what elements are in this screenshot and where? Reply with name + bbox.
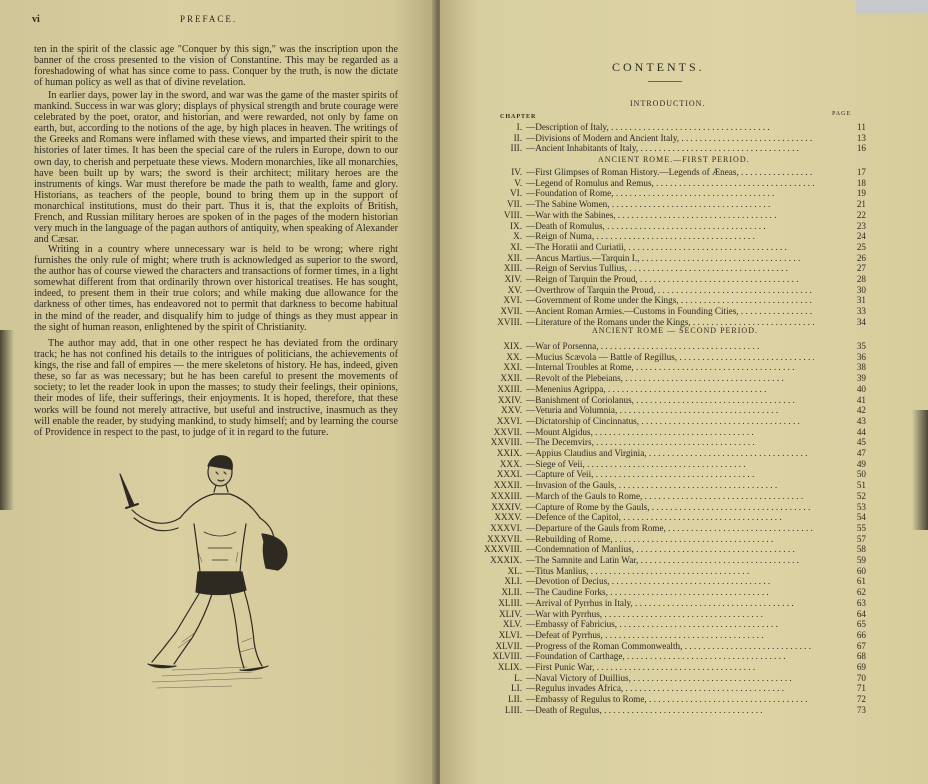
preface-text: The author may add, that in one other respect he has deviated from the ordinary track; he has not confined his details to the intrigues of politicians, the achievements of kings, the rise and fall of empires — the mere skeletons of history. He has, indeed, given these, so far as was necessary; but he has been careful to present the movements of society; to let the reader look in upon the masses; to study their feelings, their opinions, their modes of life, their sufferings, their enjoyments. It is hoped, therefore, that these works will be found not merely attractive, but useful and instructive, inasmuch as they will enable the reader, by studying mankind, to study himself; and by learning the course of Providence in respect to the past, to judge of it in regard to the future. [34,338,398,438]
toc-entry [470,630,866,640]
chapter-page: 47 [856,448,866,458]
chapter-title: —Rebuilding of Rome, . . [526,534,814,544]
toc-entry [470,416,866,426]
chapter-title: —First Glimpses of Roman History.—Legends of Æneas, . . [526,167,814,177]
chapter-number: XLVII. [495,640,522,651]
chapter-title: —Legend of Romulus and Remus, . . [526,178,814,188]
toc-entry [470,534,866,544]
chapter-number: XXII. [500,373,522,384]
chapter-title: —Death of Regulus, . . [526,705,814,715]
toc-entry [470,576,866,586]
chapter-page: 19 [856,188,866,199]
chapter-title: —Veturia and Volumnia, . . [526,405,814,415]
chapter-title: —The Sabine Women, . . [526,199,814,209]
toc-entry [470,673,866,683]
chapter-title: —Divisions of Modern and Ancient Italy, . . [526,133,814,143]
toc-entry [470,341,866,351]
chapter-page: 49 [856,458,866,469]
chapter-page: 22 [856,209,866,220]
chapter-number: XIII. [503,263,522,274]
chapter-number: IV. [511,167,522,177]
toc-entry [470,285,866,295]
chapter-number: XIX. [503,341,522,351]
chapter-page: 70 [856,672,866,683]
chapter-number: XXIV. [497,394,522,405]
chapter-title: —Overthrow of Tarquin the Proud, . . [526,285,814,295]
toc-entry [470,566,866,576]
chapter-title: —War with the Sabines, . . [526,210,814,220]
chapter-title: —Defence of the Capitol, . . [526,512,814,522]
chapter-number: XLII. [501,587,522,598]
chapter-number: XVIII. [497,316,522,327]
chapter-title: —Embassy of Regulus to Rome, . . [526,694,814,704]
preface-paragraph-3 [34,244,398,333]
chapter-page: 21 [856,199,866,210]
chapter-page: 38 [856,362,866,373]
preface-paragraph-2 [34,90,398,245]
chapter-number: XXV. [500,405,522,416]
chapter-number: VI. [510,188,522,199]
title-rule [648,81,682,82]
background-strip [856,0,928,14]
toc-entry [470,662,866,672]
preface-text: Writing in a country where unnecessary war is held to be wrong; where right furnishes the only rule of might; where truth is acknowledged as superior to the sword, the author has of course viewed the characters and transactions of former times, in a light somewhat different from that ordinarily thrown over historical treatises. He has sought, indeed, to present them in their true colors; and while making due allowance for the darkness of other times, has endeavored not to permit that darkness to become habitual in the mind of the reader, and disqualify him to judge of things as they must appear in the sight of human reason, enlightened by the spirit of Christianity. [34,244,398,333]
chapter-title: —Regulus invades Africa, . . [526,683,814,693]
chapter-number: XXX. [499,458,522,469]
chapter-number: XL. [507,565,522,576]
toc-entry [470,362,866,372]
chapter-page: 65 [856,619,866,630]
chapter-title: —The Decemvirs, . . [526,437,814,447]
chapter-number: XLIII. [498,597,522,608]
chapter-page: 73 [856,704,866,715]
chapter-page: 35 [856,341,866,351]
chapter-title: —Description of Italy, . . [526,122,814,132]
toc-entry [470,502,866,512]
chapter-page: 30 [856,284,866,295]
chapter-page: 28 [856,274,866,284]
page-number: vi [32,14,40,25]
chapter-title: —Reign of Tarquin the Proud, . . [526,274,814,284]
chapter-page: 40 [856,383,866,394]
chapter-number: XV. [507,284,522,295]
chapter-page: 18 [856,177,866,188]
chapter-title: —Defeat of Pyrrhus, . . [526,630,814,640]
chapter-page: 51 [856,480,866,491]
chapter-page: 72 [856,694,866,705]
chapter-number: L. [514,672,522,683]
chapter-title: —War with Pyrrhus, . . [526,609,814,619]
toc-entry [470,705,866,715]
chapter-page: 34 [856,316,866,327]
chapter-page: 16 [856,143,866,154]
chapter-number: XXXI. [496,469,522,480]
toc-entry [470,122,866,132]
preface-text: ten in the spirit of the classic age "Conquer by this sign," was the inscription upon the banner of the cross presented to the vision of Constantine. This may be regarded as a foreshadowing of what has since come to pass. Conquer by the truth, is now the dictate of human policy as well as that of divine revelation. [34,44,398,89]
chapter-number: XXXII. [493,480,522,491]
chapter-page: 24 [856,231,866,242]
chapter-title: —The Caudine Forks, . . [526,587,814,597]
chapter-number: XLIX. [497,662,522,672]
chapter-page: 13 [856,132,866,143]
chapter-number: II. [513,132,522,143]
chapter-title: —Ancus Martius.—Tarquin I., . . [526,253,814,263]
chapter-title: —Reign of Servius Tullius, . . [526,263,814,273]
chapter-number: XXIII. [497,383,522,394]
toc-entry [470,178,866,188]
chapter-page: 11 [857,122,866,132]
chapter-title: —Siege of Veii, . . [526,459,814,469]
toc-entry [470,199,866,209]
chapter-page: 71 [856,683,866,694]
chapter-number: XLVI. [498,629,522,640]
chapter-title: —Internal Troubles at Rome, . . [526,362,814,372]
chapter-page: 25 [856,241,866,252]
chapter-page: 27 [856,263,866,274]
toc-entry [470,609,866,619]
page-edge-shadow-right [912,410,928,530]
chapter-number: XLIV. [498,608,522,619]
toc-entry [470,295,866,305]
chapter-page: 61 [856,576,866,587]
chapter-page: 36 [856,351,866,362]
chapter-number: XXI. [503,362,522,373]
chapter-page: 31 [856,295,866,306]
chapter-number: V. [514,177,522,188]
chapter-column-label: CHAPTER [500,114,537,120]
chapter-title: —Capture of Rome by the Gauls, . . [526,502,814,512]
chapter-number: LIII. [504,704,522,715]
toc-entry [470,263,866,273]
toc-entry [470,491,866,501]
chapter-number: XXXVI. [490,522,522,533]
toc-entry [470,143,866,153]
toc-entry [470,694,866,704]
chapter-title: —Progress of the Roman Commonwealth, . . [526,641,814,651]
chapter-number: IX. [510,220,522,231]
chapter-title: —Titus Manlius, . . [526,566,814,576]
chapter-title: —Ancient Inhabitants of Italy, . . [526,143,814,153]
chapter-title: —Menenius Agrippa, . . [526,384,814,394]
gladiator-illustration [112,452,302,692]
chapter-title: —Reign of Numa, . . [526,231,814,241]
chapter-number: XXVIII. [490,437,522,448]
chapter-number: LI. [511,683,522,694]
chapter-page: 66 [856,629,866,640]
chapter-number: LII. [507,694,522,705]
chapter-title: —Foundation of Rome, . . [526,188,814,198]
toc-entry [470,210,866,220]
chapter-number: XLVIII. [492,651,522,662]
toc-entry [470,427,866,437]
chapter-title: —First Punic War, . . [526,662,814,672]
chapter-number: XXXV. [494,512,522,523]
chapter-number: I. [516,122,522,132]
chapter-number: XI. [510,241,522,252]
chapter-number: XLV. [502,619,522,630]
toc-entry [470,448,866,458]
chapter-page: 50 [856,469,866,480]
chapter-title: —Condemnation of Manlius, . . [526,544,814,554]
chapter-page: 42 [856,405,866,416]
chapter-page: 68 [856,651,866,662]
toc-entry [470,555,866,565]
chapter-page: 63 [856,597,866,608]
chapter-page: 17 [856,167,866,177]
contents-title: CONTENTS. [612,60,705,74]
chapter-page: 55 [856,522,866,533]
chapter-number: XXVI. [496,415,522,426]
chapter-page: 44 [856,426,866,437]
chapter-page: 53 [856,501,866,512]
chapter-title: —Naval Victory of Duillius, . . [526,673,814,683]
chapter-title: —March of the Gauls to Rome, . . [526,491,814,501]
toc-entry [470,167,866,177]
toc-entry [470,274,866,284]
chapter-number: XVII. [500,306,522,317]
toc-entry [470,523,866,533]
chapter-title: —Mucius Scævola — Battle of Regillus, . . [526,352,814,362]
chapter-number: XXXVII. [487,533,522,544]
toc-entry [470,306,866,316]
section-heading-introduction: INTRODUCTION. [630,99,706,108]
toc-entry [470,188,866,198]
chapter-title: —Capture of Veii, . . [526,469,814,479]
chapter-title: —Appius Claudius and Virginia, . . [526,448,814,458]
chapter-page: 52 [856,490,866,501]
chapter-page: 54 [856,512,866,523]
chapter-title: —Government of Rome under the Kings, . . [526,295,814,305]
toc-entry [470,242,866,252]
chapter-title: —Invasion of the Gauls, . . [526,480,814,490]
toc-entry [470,437,866,447]
preface-text: In earlier days, power lay in the sword, and war was the game of the master spirits of mankind. Success in war was glory; displays of physical strength and brute courage were celebrated by the poet, orator, and historian, and were rewarded, not only by fame on earth, but, according to the notions of the age, by high places in heaven. The writings of the Greeks and Romans were inflamed with these views, and imparted their spirit to the histories of later times. It has been the special care of the rulers in Europe, down to our own day, to cherish and perpetuate these views. Modern monarchies, like all monarchies, have been built up by wars; the sword is their architect; military heroes are the instruments of kings. War must therefore be made the path to wealth, fame and glory. Historians, as teachers of the people, bound to bring them up in the support of monarchical institutions, must do their part. Thus it is, that the exploits of British, French, and Russian military heroes are spoken of in the pages of the modern historian very much in the language of the pagan authors of antiquity, when speaking of Alexander and Cæsar. [34,90,398,246]
chapter-title: —Departure of the Gauls from Rome, . . [526,523,814,533]
chapter-page: 33 [856,306,866,317]
toc-entry [470,352,866,362]
toc-entry [470,253,866,263]
preface-paragraph-4 [34,338,398,438]
chapter-title: —Devotion of Decius, . . [526,576,814,586]
chapter-number: XIV. [504,274,522,284]
chapter-title: —Literature of the Romans under the Kings, . . [526,317,814,327]
page-column-label: PAGE [832,111,852,117]
chapter-page: 58 [856,544,866,555]
chapter-title: —Arrival of Pyrrhus in Italy, . . [526,598,814,608]
chapter-number: XII. [506,252,522,263]
chapter-title: —Dictatorship of Cincinnatus, . . [526,416,814,426]
chapter-page: 57 [856,533,866,544]
chapter-title: —The Samnite and Latin War, . . [526,555,814,565]
chapter-number: XXXVIII. [483,544,522,555]
chapter-title: —Embassy of Fabricius, . . [526,619,814,629]
chapter-page: 23 [856,220,866,231]
chapter-page: 45 [856,437,866,448]
toc-entry [470,544,866,554]
preface-paragraph-1 [34,44,398,88]
chapter-number: X. [513,231,522,242]
chapter-number: XXXIII. [490,490,522,501]
running-head: PREFACE. [180,14,238,24]
toc-entry [470,231,866,241]
chapter-number: XXXIV. [491,501,522,512]
toc-entry [470,133,866,143]
chapter-title: —Ancient Roman Armies.—Customs in Founding Cities, . . [526,306,814,316]
chapter-number: XXVII. [493,426,522,437]
chapter-page: 41 [856,394,866,405]
toc-entry [470,405,866,415]
toc-entry [470,598,866,608]
section-heading-second-period: ANCIENT ROME — SECOND PERIOD. [592,326,758,335]
toc-entry [470,587,866,597]
toc-entry [470,384,866,394]
toc-entry [470,480,866,490]
chapter-page: 59 [856,555,866,565]
chapter-page: 26 [856,252,866,263]
chapter-page: 69 [856,662,866,672]
toc-entry [470,651,866,661]
chapter-title: —The Horatii and Curiatii, . . [526,242,814,252]
toc-entry [470,641,866,651]
toc-entry [470,395,866,405]
left-page [0,0,436,784]
chapter-page: 39 [856,373,866,384]
chapter-number: XXIX. [496,448,522,458]
chapter-page: 60 [856,565,866,576]
chapter-title: —Revolt of the Plebeians, . . [526,373,814,383]
chapter-page: 67 [856,640,866,651]
section-heading-first-period: ANCIENT ROME.—FIRST PERIOD. [598,155,750,164]
chapter-page: 43 [856,415,866,426]
toc-entry [470,221,866,231]
page-edge-shadow [0,330,14,510]
chapter-title: —Foundation of Carthage, . . [526,651,814,661]
chapter-title: —Death of Romulus, . . [526,221,814,231]
toc-entry [470,683,866,693]
chapter-number: XLI. [504,576,522,587]
toc-entry [470,469,866,479]
toc-entry [470,512,866,522]
chapter-number: XVI. [503,295,522,306]
toc-entry [470,373,866,383]
chapter-title: —Banishment of Coriolanus, . . [526,395,814,405]
chapter-title: —Mount Algidus, . . [526,427,814,437]
chapter-title: —War of Porsenna, . . [526,341,814,351]
chapter-page: 64 [856,608,866,619]
toc-entry [470,619,866,629]
chapter-page: 62 [856,587,866,598]
toc-entry [470,459,866,469]
chapter-number: VII. [506,199,522,210]
chapter-number: VIII. [503,209,522,220]
chapter-number: XX. [506,351,522,362]
chapter-number: XXXIX. [490,555,522,565]
chapter-number: III. [510,143,522,154]
